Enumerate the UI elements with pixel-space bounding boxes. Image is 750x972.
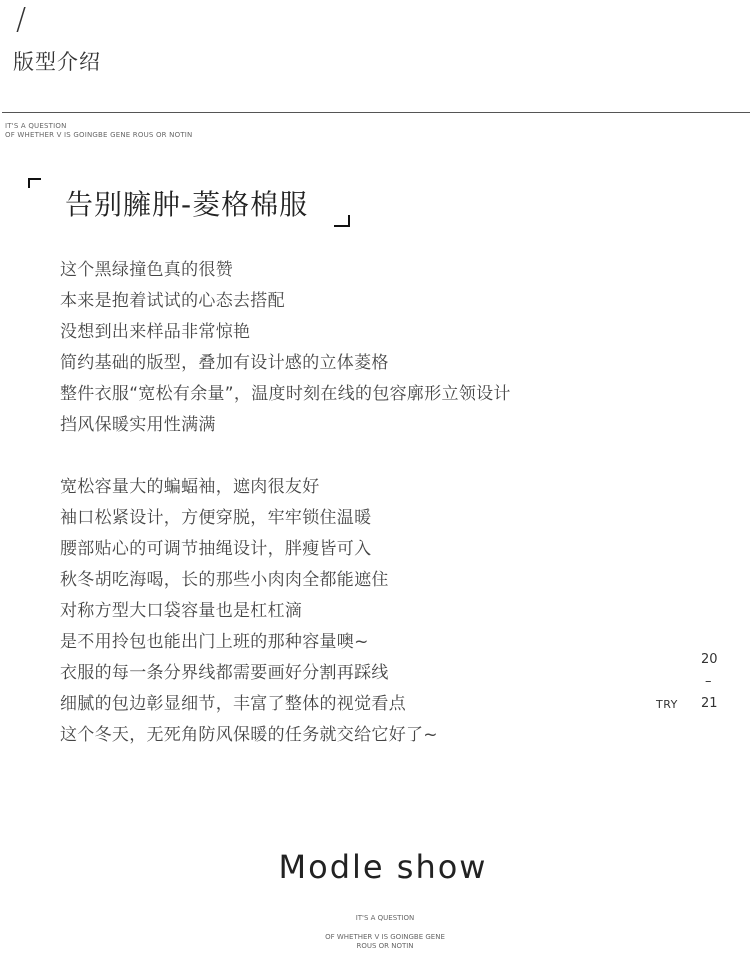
text-line: 袖口松紧设计，方便穿脱，牢牢锁住温暖 xyxy=(60,508,372,528)
footer-tagline-line2: OF WHETHER V IS GOINGBE GENE xyxy=(325,933,445,941)
text-line: 秋冬胡吃海喝，长的那些小肉肉全都能遮住 xyxy=(60,570,389,590)
text-line: 整件衣服“宽松有余量”，温度时刻在线的包容廓形立领设计 xyxy=(60,384,511,404)
year-dash: – xyxy=(705,674,712,689)
tagline xyxy=(5,122,193,140)
text-line: 是不用拎包也能出门上班的那种容量噢~ xyxy=(60,632,369,652)
tagline-line2: OF WHETHER V IS GOINGBE GENE ROUS OR NOTIN xyxy=(5,131,193,139)
divider-line xyxy=(2,112,750,113)
corner-bracket-bottom-right xyxy=(334,215,350,227)
year-bottom: 21 xyxy=(701,696,718,711)
text-line: 没想到出来样品非常惊艳 xyxy=(60,322,251,342)
model-show-title: Modle show xyxy=(278,848,488,886)
section-title: 版型介绍 xyxy=(13,50,101,74)
footer-tagline-line1: IT'S A QUESTION xyxy=(355,914,415,922)
footer-tagline xyxy=(0,933,750,951)
text-line: 宽松容量大的蝙蝠袖，遮肉很友好 xyxy=(60,477,320,497)
product-heading: 告别臃肿-菱格棉服 xyxy=(65,188,309,221)
text-line: 衣服的每一条分界线都需要画好分割再踩线 xyxy=(60,663,389,683)
tagline-line1: IT'S A QUESTION xyxy=(5,122,67,130)
slash-decoration: / xyxy=(16,2,27,37)
footer-tagline-line3: ROUS OR NOTIN xyxy=(356,942,414,950)
description-paragraph-2 xyxy=(60,472,438,751)
text-line: 本来是抱着试试的心态去搭配 xyxy=(60,291,285,311)
year-top: 20 xyxy=(701,652,718,667)
description-paragraph-1 xyxy=(60,255,511,441)
text-line: 腰部贴心的可调节抽绳设计，胖瘦皆可入 xyxy=(60,539,372,559)
corner-bracket-top-left xyxy=(28,178,41,188)
try-label: TRY xyxy=(656,698,678,711)
text-line: 细腻的包边彰显细节，丰富了整体的视觉看点 xyxy=(60,694,406,714)
text-line: 这个冬天，无死角防风保暖的任务就交给它好了~ xyxy=(60,725,438,745)
text-line: 这个黑绿撞色真的很赞 xyxy=(60,260,233,280)
text-line: 对称方型大口袋容量也是杠杠滴 xyxy=(60,601,303,621)
text-line: 简约基础的版型，叠加有设计感的立体菱格 xyxy=(60,353,389,373)
text-line: 挡风保暖实用性满满 xyxy=(60,415,216,435)
